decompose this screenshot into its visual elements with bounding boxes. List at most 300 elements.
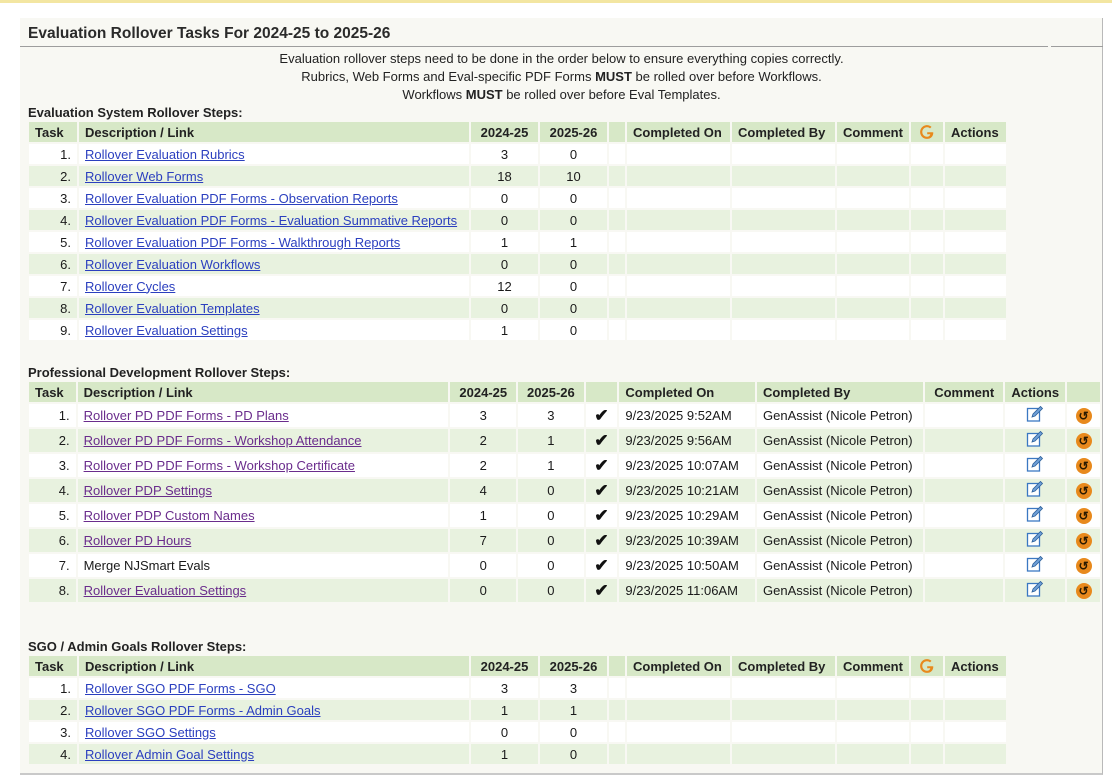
col-completed-on: Completed On [627, 656, 730, 676]
description-cell [79, 210, 469, 230]
description-cell [79, 144, 469, 164]
completed-on: 9/23/2025 10:07AM [619, 454, 755, 477]
undo-arrow-icon[interactable]: ↺ [1076, 433, 1092, 449]
google-cell [911, 722, 943, 742]
completed-on-cell [627, 320, 730, 340]
col-actions: Actions [945, 122, 1006, 142]
count-2024-25: 0 [471, 210, 538, 230]
task-number: 3. [29, 722, 77, 742]
undo-arrow-icon[interactable]: ↺ [1076, 458, 1092, 474]
actions-cell [945, 166, 1006, 186]
rollover-link[interactable]: Rollover PD PDF Forms - Workshop Certificate [83, 458, 355, 473]
status-cell [586, 454, 618, 477]
rollover-link[interactable]: Rollover Evaluation Templates [85, 300, 260, 316]
comment-cell [925, 429, 1003, 452]
intro-line-2-emphasis: MUST [595, 69, 632, 84]
task-number: 6. [29, 529, 76, 552]
rollover-link[interactable]: Rollover Admin Goal Settings [85, 746, 255, 762]
count-2024-25: 1 [471, 232, 538, 252]
edit-pencil-icon[interactable] [1026, 430, 1044, 451]
description-cell [79, 254, 469, 274]
task-number: 2. [29, 166, 77, 186]
edit-cell [1005, 504, 1065, 527]
count-2024-25: 3 [450, 404, 516, 427]
count-2025-26: 1 [518, 454, 584, 477]
table-row [29, 210, 1006, 230]
comment-cell [925, 529, 1003, 552]
count-2025-26: 0 [540, 254, 607, 274]
task-number: 8. [29, 298, 77, 318]
task-number: 4. [29, 744, 77, 764]
completed-by-cell [732, 298, 835, 318]
completed-on-cell [627, 210, 730, 230]
google-g-icon [919, 658, 935, 674]
count-2025-26: 0 [540, 276, 607, 296]
completed-on-cell [627, 254, 730, 274]
col-google [911, 122, 943, 142]
task-number: 5. [29, 232, 77, 252]
description-cell [79, 722, 469, 742]
completed-by: GenAssist (Nicole Petron) [757, 579, 923, 602]
edit-cell [1005, 429, 1065, 452]
task-number: 6. [29, 254, 77, 274]
description-cell [78, 504, 449, 527]
task-number: 4. [29, 479, 76, 502]
table-row [29, 232, 1006, 252]
eval-rollover-table [27, 120, 1008, 342]
checkmark-icon: ✔ [594, 430, 609, 450]
count-2024-25: 1 [471, 700, 538, 720]
count-2025-26: 0 [518, 504, 584, 527]
completed-by: GenAssist (Nicole Petron) [757, 554, 923, 577]
page-title: Evaluation Rollover Tasks For 2024-25 to 2025-26 [28, 25, 391, 42]
comment-cell [837, 254, 909, 274]
rollover-link[interactable]: Rollover Evaluation Rubrics [85, 146, 245, 162]
google-cell [911, 188, 943, 208]
col-2024-25: 2024-25 [471, 122, 538, 142]
description-cell [79, 298, 469, 318]
google-cell [911, 166, 943, 186]
col-completed-on: Completed On [619, 382, 755, 402]
table-row [29, 144, 1006, 164]
edit-pencil-icon[interactable] [1026, 455, 1044, 476]
count-2024-25: 0 [450, 554, 516, 577]
col-task: Task [29, 382, 76, 402]
count-2025-26: 1 [540, 232, 607, 252]
count-2025-26: 0 [540, 210, 607, 230]
task-number: 2. [29, 700, 77, 720]
google-cell [911, 254, 943, 274]
completed-by: GenAssist (Nicole Petron) [757, 454, 923, 477]
task-number: 5. [29, 504, 76, 527]
count-2024-25: 7 [450, 529, 516, 552]
status-cell [609, 276, 625, 296]
comment-cell [925, 404, 1003, 427]
table-row [29, 722, 1006, 742]
status-cell [586, 479, 618, 502]
title-row [20, 18, 1103, 48]
edit-pencil-icon[interactable] [1026, 555, 1044, 576]
status-cell [586, 504, 618, 527]
rollover-link[interactable]: Rollover PD Hours [83, 533, 192, 548]
task-number: 1. [29, 404, 76, 427]
edit-pencil-icon[interactable] [1026, 530, 1044, 551]
completed-on: 9/23/2025 9:56AM [619, 429, 755, 452]
undo-cell [1067, 579, 1100, 602]
count-2024-25: 4 [450, 479, 516, 502]
status-cell [609, 166, 625, 186]
intro-line-1: Evaluation rollover steps need to be done in the order below to ensure everything copies correctly. [279, 51, 844, 66]
table-row [29, 744, 1006, 764]
checkmark-icon: ✔ [594, 555, 609, 575]
actions-cell [945, 744, 1006, 764]
col-description: Description / Link [79, 656, 469, 676]
edit-pencil-icon[interactable] [1026, 480, 1044, 501]
count-2024-25: 12 [471, 276, 538, 296]
actions-cell [945, 276, 1006, 296]
checkmark-icon: ✔ [594, 505, 609, 525]
undo-arrow-icon[interactable]: ↺ [1076, 508, 1092, 524]
title-divider-right [1051, 46, 1103, 47]
table-header-row [29, 656, 1006, 676]
completed-on-cell [627, 722, 730, 742]
count-2025-26: 0 [540, 188, 607, 208]
comment-cell [925, 454, 1003, 477]
completed-on-cell [627, 298, 730, 318]
intro-line-2 [20, 68, 1103, 86]
actions-cell [945, 678, 1006, 698]
completed-on-cell [627, 678, 730, 698]
comment-cell [837, 144, 909, 164]
edit-pencil-icon[interactable] [1026, 405, 1044, 426]
actions-cell [945, 188, 1006, 208]
edit-pencil-icon[interactable] [1026, 505, 1044, 526]
checkmark-icon: ✔ [594, 580, 609, 600]
rollover-link[interactable]: Rollover Evaluation PDF Forms - Evaluation Summative Reports [85, 212, 458, 228]
actions-cell [945, 254, 1006, 274]
rollover-link[interactable]: Rollover PD PDF Forms - PD Plans [83, 408, 289, 423]
completed-on: 9/23/2025 10:29AM [619, 504, 755, 527]
status-cell [609, 254, 625, 274]
checkmark-icon: ✔ [594, 530, 609, 550]
table-row [29, 454, 1100, 477]
sgo-section-title: SGO / Admin Goals Rollover Steps: [28, 639, 247, 654]
count-2024-25: 2 [450, 429, 516, 452]
google-cell [911, 210, 943, 230]
completed-on-cell [627, 166, 730, 186]
undo-cell [1067, 404, 1100, 427]
count-2025-26: 0 [518, 554, 584, 577]
completed-on: 9/23/2025 10:39AM [619, 529, 755, 552]
table-row [29, 429, 1100, 452]
count-2025-26: 3 [540, 678, 607, 698]
task-number: 3. [29, 188, 77, 208]
description-cell [79, 700, 469, 720]
count-2025-26: 1 [540, 700, 607, 720]
description-cell [79, 678, 469, 698]
edit-cell [1005, 579, 1065, 602]
description-cell [79, 320, 469, 340]
completed-by: GenAssist (Nicole Petron) [757, 404, 923, 427]
edit-cell [1005, 454, 1065, 477]
google-g-icon [919, 124, 935, 140]
task-number: 9. [29, 320, 77, 340]
completed-by-cell [732, 254, 835, 274]
count-2025-26: 0 [540, 744, 607, 764]
col-description: Description / Link [79, 122, 469, 142]
col-actions-2 [1067, 382, 1100, 402]
description-cell [79, 188, 469, 208]
description-cell [79, 166, 469, 186]
table-header-row [29, 382, 1100, 402]
col-2025-26: 2025-26 [540, 656, 607, 676]
description-cell [79, 276, 469, 296]
description-cell [78, 554, 449, 577]
rollover-link[interactable]: Rollover PDP Settings [83, 483, 212, 498]
actions-cell [945, 320, 1006, 340]
completed-by-cell [732, 700, 835, 720]
table-row [29, 276, 1006, 296]
undo-arrow-icon[interactable]: ↺ [1076, 583, 1092, 599]
description-cell [79, 744, 469, 764]
count-2025-26: 0 [540, 144, 607, 164]
table-row [29, 700, 1006, 720]
count-2024-25: 3 [471, 144, 538, 164]
count-2025-26: 1 [518, 429, 584, 452]
undo-cell [1067, 429, 1100, 452]
count-2025-26: 0 [540, 722, 607, 742]
edit-cell [1005, 404, 1065, 427]
description-cell [79, 232, 469, 252]
description-cell [78, 429, 449, 452]
sgo-rollover-table [27, 654, 1008, 766]
completed-by: GenAssist (Nicole Petron) [757, 529, 923, 552]
completed-on-cell [627, 188, 730, 208]
completed-on: 9/23/2025 10:21AM [619, 479, 755, 502]
rollover-link[interactable]: Rollover SGO PDF Forms - SGO [85, 680, 276, 696]
completed-on-cell [627, 276, 730, 296]
task-number: 7. [29, 554, 76, 577]
rollover-link[interactable]: Rollover Evaluation PDF Forms - Observation Reports [85, 190, 398, 206]
google-cell [911, 232, 943, 252]
col-actions: Actions [1005, 382, 1065, 402]
google-cell [911, 700, 943, 720]
completed-by-cell [732, 188, 835, 208]
task-number: 7. [29, 276, 77, 296]
rollover-link[interactable]: Rollover SGO Settings [85, 724, 216, 740]
rollover-link[interactable]: Rollover SGO PDF Forms - Admin Goals [85, 702, 321, 718]
completed-on: 9/23/2025 9:52AM [619, 404, 755, 427]
table-row [29, 188, 1006, 208]
rollover-link[interactable]: Rollover Web Forms [85, 168, 204, 184]
undo-cell [1067, 529, 1100, 552]
task-number: 1. [29, 678, 77, 698]
google-cell [911, 320, 943, 340]
count-2025-26: 3 [518, 404, 584, 427]
count-2025-26: 0 [518, 529, 584, 552]
completed-by: GenAssist (Nicole Petron) [757, 504, 923, 527]
status-cell [609, 320, 625, 340]
status-cell [609, 210, 625, 230]
rollover-link[interactable]: Rollover Cycles [85, 278, 176, 294]
task-number: 8. [29, 579, 76, 602]
count-2025-26: 0 [540, 298, 607, 318]
comment-cell [925, 504, 1003, 527]
completed-by-cell [732, 276, 835, 296]
intro-line-3-emphasis: MUST [465, 87, 503, 102]
edit-cell [1005, 554, 1065, 577]
rollover-link[interactable]: Rollover PD PDF Forms - Workshop Attendance [83, 433, 362, 448]
undo-arrow-icon[interactable]: ↺ [1076, 533, 1092, 549]
description-cell [78, 579, 449, 602]
edit-cell [1005, 529, 1065, 552]
status-cell [609, 144, 625, 164]
intro-line-3-text-end: be rolled over before Eval Templates. [502, 87, 721, 102]
table-row [29, 504, 1100, 527]
completed-on: 9/23/2025 10:50AM [619, 554, 755, 577]
pd-section-title: Professional Development Rollover Steps: [28, 365, 291, 380]
undo-cell [1067, 454, 1100, 477]
top-accent-line [0, 0, 1112, 3]
table-row [29, 529, 1100, 552]
count-2025-26: 0 [540, 320, 607, 340]
table-row [29, 298, 1006, 318]
table-header-row [29, 122, 1006, 142]
count-2024-25: 0 [471, 722, 538, 742]
completed-by-cell [732, 232, 835, 252]
task-number: 2. [29, 429, 76, 452]
col-completed-by: Completed By [757, 382, 923, 402]
col-status [609, 656, 625, 676]
undo-arrow-icon[interactable]: ↺ [1076, 483, 1092, 499]
undo-arrow-icon[interactable]: ↺ [1076, 408, 1092, 424]
actions-cell [945, 232, 1006, 252]
actions-cell [945, 210, 1006, 230]
comment-cell [925, 554, 1003, 577]
rollover-link[interactable]: Rollover Evaluation Workflows [85, 256, 261, 272]
comment-cell [925, 479, 1003, 502]
rollover-link[interactable]: Rollover PDP Custom Names [83, 508, 255, 523]
intro-line-3 [20, 86, 1103, 104]
intro-line-3-text: Workflows [402, 87, 466, 102]
col-2024-25: 2024-25 [471, 656, 538, 676]
status-cell [609, 678, 625, 698]
table-row [29, 404, 1100, 427]
description-cell [78, 479, 449, 502]
edit-cell [1005, 479, 1065, 502]
google-cell [911, 298, 943, 318]
count-2024-25: 0 [450, 579, 516, 602]
col-task: Task [29, 122, 77, 142]
rollover-link[interactable]: Rollover Evaluation Settings [85, 322, 248, 338]
col-task: Task [29, 656, 77, 676]
rollover-link[interactable]: Rollover Evaluation Settings [83, 583, 247, 598]
checkmark-icon: ✔ [594, 480, 609, 500]
table-row [29, 678, 1006, 698]
undo-arrow-icon[interactable]: ↺ [1076, 558, 1092, 574]
completed-on-cell [627, 232, 730, 252]
count-2024-25: 1 [471, 744, 538, 764]
completed-by: GenAssist (Nicole Petron) [757, 479, 923, 502]
google-cell [911, 144, 943, 164]
col-2025-26: 2025-26 [518, 382, 584, 402]
status-cell [609, 298, 625, 318]
task-label: Merge NJSmart Evals [83, 558, 211, 573]
count-2024-25: 3 [471, 678, 538, 698]
intro-line-2-text: Rubrics, Web Forms and Eval-specific PDF Forms [301, 69, 596, 84]
comment-cell [837, 276, 909, 296]
completed-on-cell [627, 744, 730, 764]
undo-cell [1067, 479, 1100, 502]
col-2025-26: 2025-26 [540, 122, 607, 142]
col-completed-on: Completed On [627, 122, 730, 142]
comment-cell [837, 232, 909, 252]
undo-cell [1067, 504, 1100, 527]
comment-cell [837, 166, 909, 186]
google-cell [911, 276, 943, 296]
actions-cell [945, 298, 1006, 318]
col-comment: Comment [837, 656, 909, 676]
comment-cell [837, 188, 909, 208]
google-cell [911, 744, 943, 764]
comment-cell [925, 579, 1003, 602]
table-row [29, 166, 1006, 186]
col-completed-by: Completed By [732, 656, 835, 676]
table-row [29, 320, 1006, 340]
completed-by: GenAssist (Nicole Petron) [757, 429, 923, 452]
comment-cell [837, 320, 909, 340]
completed-by-cell [732, 722, 835, 742]
col-description: Description / Link [78, 382, 449, 402]
comment-cell [837, 744, 909, 764]
col-comment: Comment [925, 382, 1003, 402]
status-cell [609, 232, 625, 252]
table-row [29, 554, 1100, 577]
comment-cell [837, 678, 909, 698]
status-cell [609, 722, 625, 742]
completed-by-cell [732, 144, 835, 164]
col-2024-25: 2024-25 [450, 382, 516, 402]
count-2024-25: 1 [450, 504, 516, 527]
description-cell [78, 529, 449, 552]
rollover-link[interactable]: Rollover Evaluation PDF Forms - Walkthrough Reports [85, 234, 401, 250]
edit-pencil-icon[interactable] [1026, 580, 1044, 601]
description-cell [78, 404, 449, 427]
status-cell [586, 529, 618, 552]
col-comment: Comment [837, 122, 909, 142]
completed-by-cell [732, 166, 835, 186]
col-status [609, 122, 625, 142]
intro-line-2-text-end: be rolled over before Workflows. [631, 69, 822, 84]
rollover-panel [20, 18, 1103, 775]
actions-cell [945, 144, 1006, 164]
completed-on-cell [627, 700, 730, 720]
completed-on-cell [627, 144, 730, 164]
eval-section-title: Evaluation System Rollover Steps: [28, 105, 243, 120]
comment-cell [837, 700, 909, 720]
status-cell [586, 404, 618, 427]
count-2025-26: 10 [540, 166, 607, 186]
count-2025-26: 0 [518, 479, 584, 502]
count-2024-25: 0 [471, 188, 538, 208]
undo-cell [1067, 554, 1100, 577]
count-2025-26: 0 [518, 579, 584, 602]
status-cell [586, 429, 618, 452]
status-cell [609, 188, 625, 208]
pd-rollover-table [27, 380, 1102, 604]
count-2024-25: 2 [450, 454, 516, 477]
actions-cell [945, 722, 1006, 742]
